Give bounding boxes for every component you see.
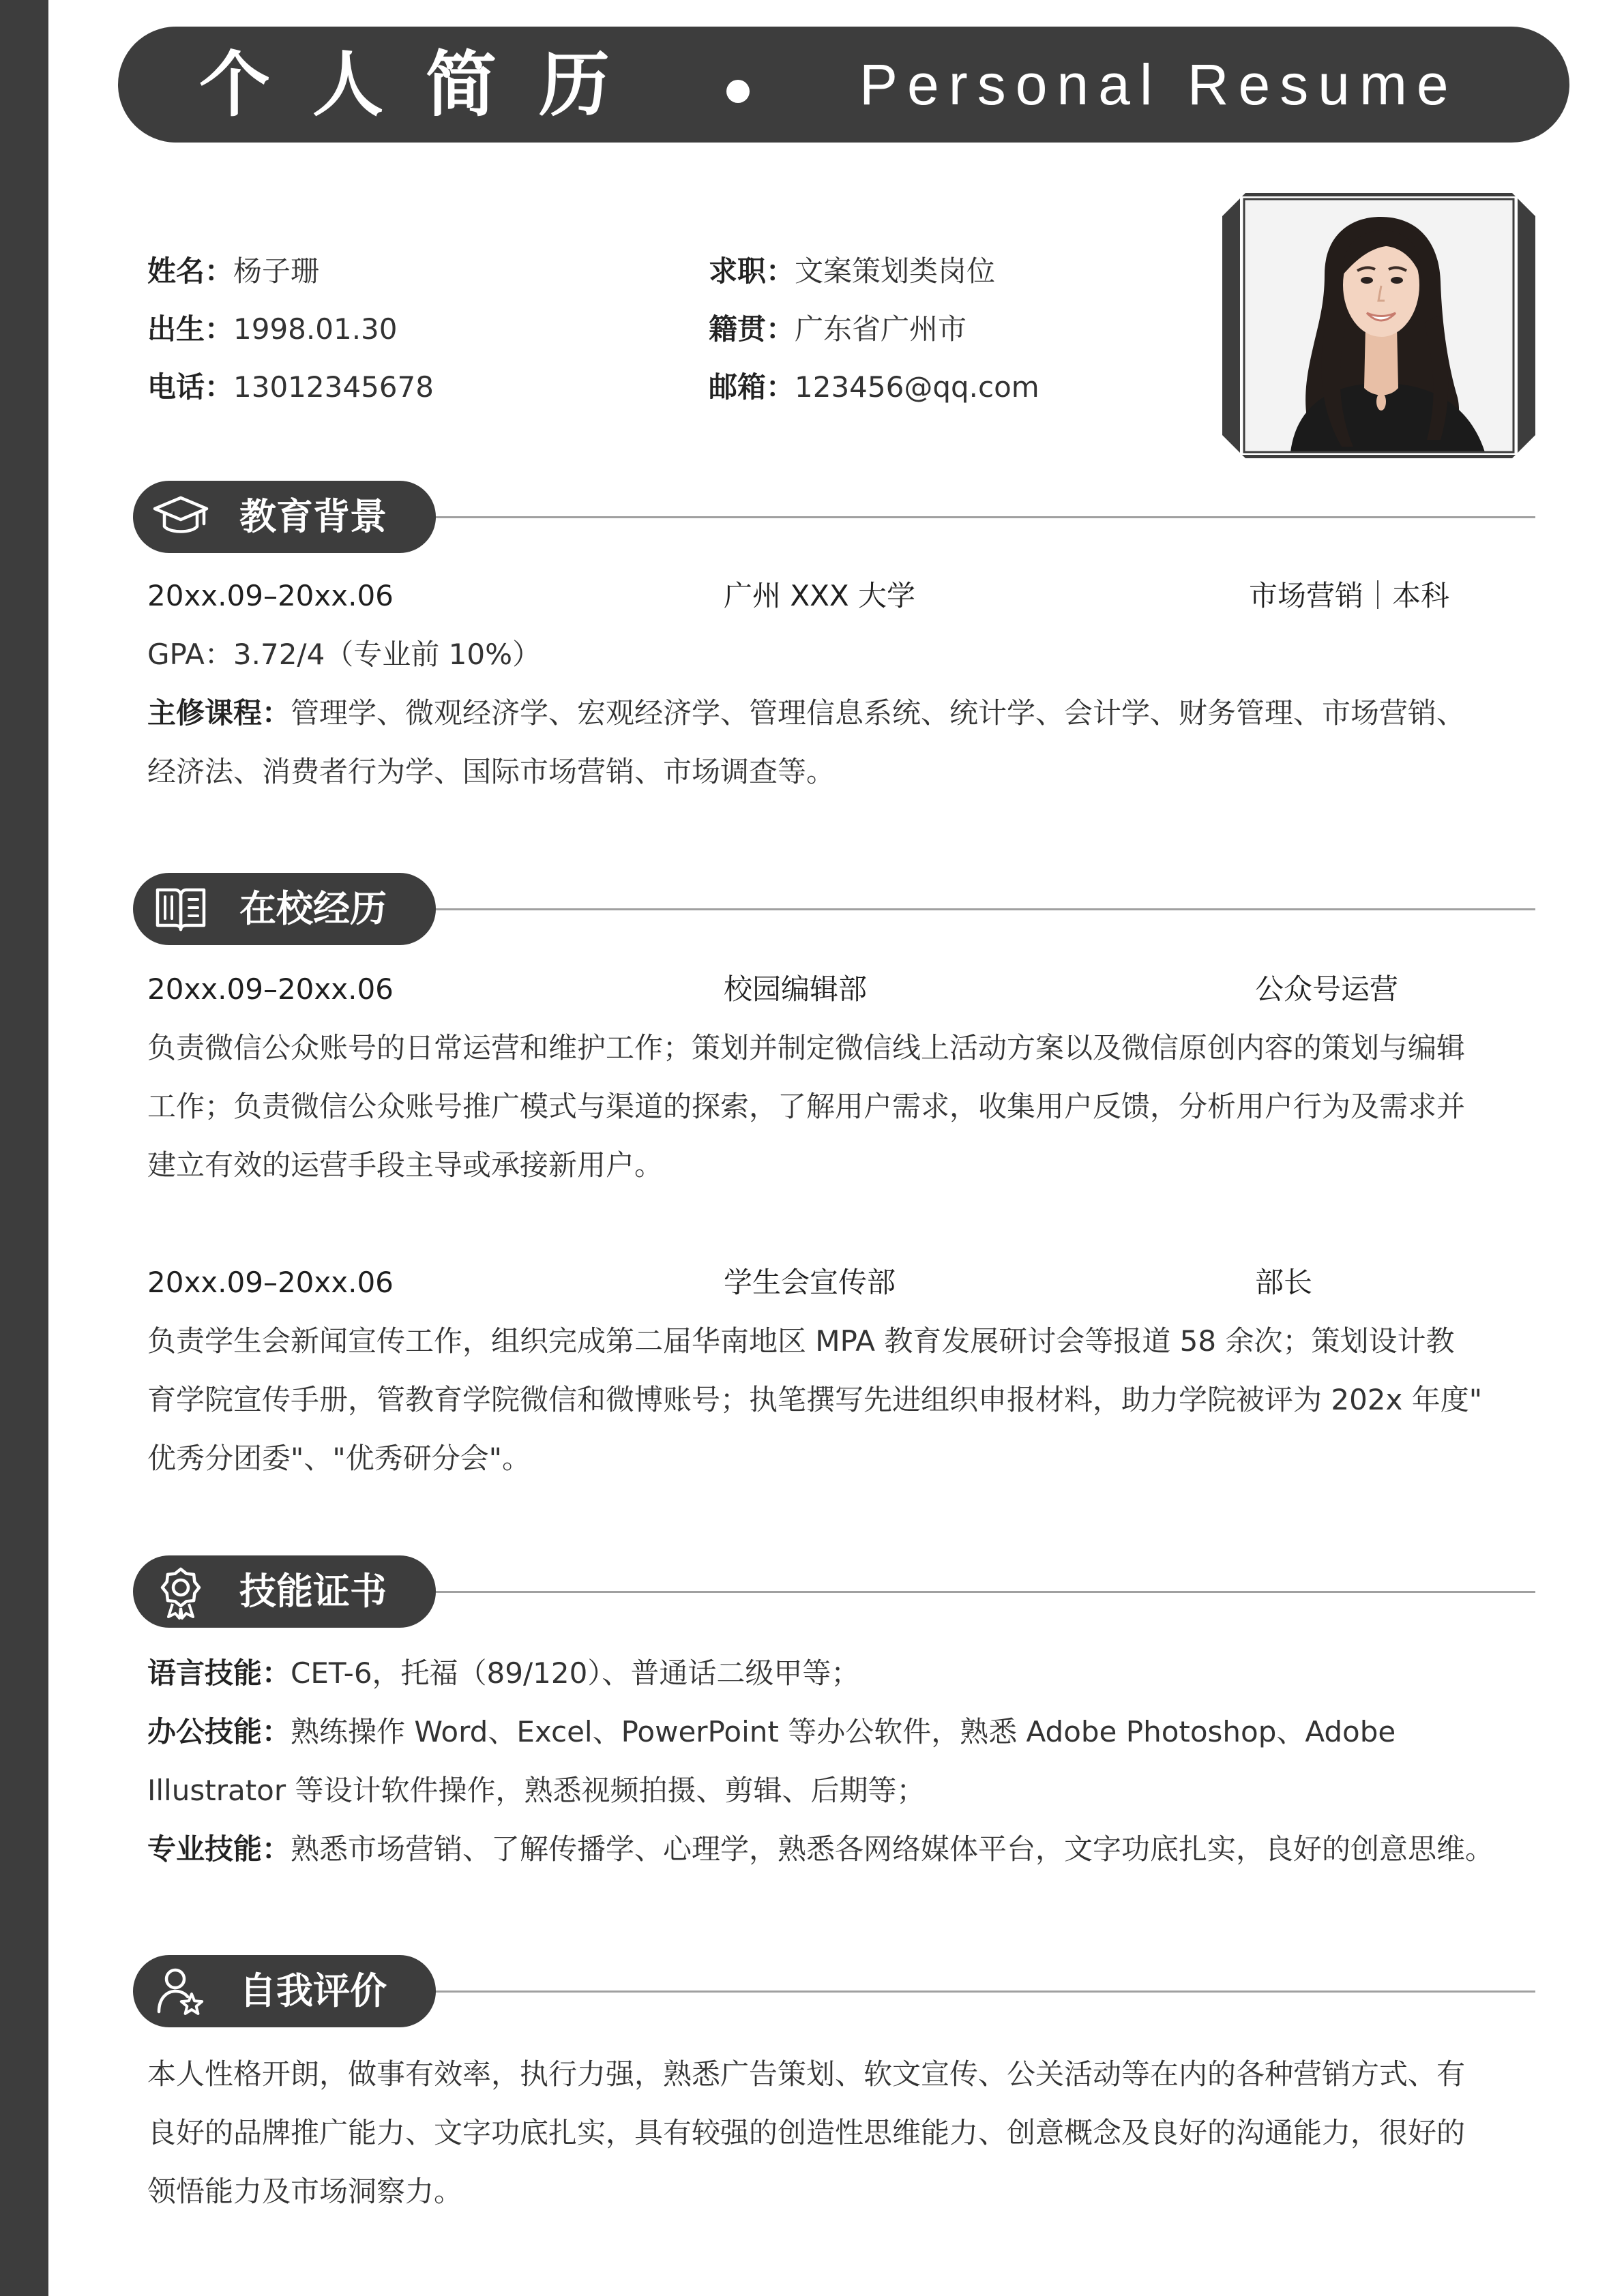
self-evaluation-line: 领悟能力及市场洞察力。 <box>147 2175 463 2208</box>
skill-office-continued: Illustrator 等设计软件操作，熟悉视频拍摄、剪辑、后期等； <box>147 1774 926 1807</box>
experience-description-line: 育学院宣传手册，管教育学院微信和微博账号；执笔撰写先进组织申报材料，助力学院被评为 202x 年度" <box>147 1383 1483 1416</box>
experience-role: 公众号运营 <box>1255 972 1399 1006</box>
section-header-self-evaluation <box>133 1955 436 2027</box>
skills-content <box>147 1644 1539 1879</box>
field-label: 姓名： <box>147 254 234 288</box>
experience-period: 20xx.09–20xx.06 <box>147 1266 394 1299</box>
courses-label: 主修课程： <box>147 696 291 730</box>
field-value: 广东省广州市 <box>795 312 967 346</box>
field-value: 1998.01.30 <box>233 312 398 346</box>
experience-description-line: 负责微信公众账号的日常运营和维护工作；策划并制定微信线上活动方案以及微信原创内容的策划与编辑 <box>147 1031 1466 1064</box>
portrait-photo <box>1222 193 1535 458</box>
section-divider <box>436 516 1535 518</box>
section-divider <box>436 908 1535 910</box>
experience-row <box>147 1253 1539 1312</box>
experience-role: 部长 <box>1255 1266 1313 1299</box>
field-label: 出生： <box>147 312 234 346</box>
field-value: 123456@qq.com <box>795 370 1039 404</box>
header-banner <box>118 27 1569 143</box>
header-dot <box>726 80 750 103</box>
education-school: 广州 XXX 大学 <box>724 579 916 612</box>
section-divider <box>436 1991 1535 1993</box>
field-label: 籍贯： <box>709 312 795 346</box>
field-label: 邮箱： <box>709 370 795 404</box>
education-content <box>147 567 1539 801</box>
education-courses <box>147 684 1539 743</box>
education-row <box>147 567 1539 625</box>
profile-left-column <box>147 242 679 416</box>
education-gpa: GPA：3.72/4（专业前 10%） <box>147 638 542 671</box>
self-evaluation-line: 本人性格开朗，做事有效率，执行力强，熟悉广告策划、软文宣传、公关活动等在内的各种营销方式、有 <box>147 2057 1466 2091</box>
award-icon <box>152 1563 209 1620</box>
education-major: 市场营销｜本科 <box>1249 579 1450 612</box>
self-evaluation-content <box>147 2045 1539 2221</box>
title-english: Personal Resume <box>859 53 1458 117</box>
courses-text: 管理学、微观经济学、宏观经济学、管理信息系统、统计学、会计学、财务管理、市场营销、 <box>291 696 1466 730</box>
profile-field-birth <box>147 300 679 358</box>
experience-org: 学生会宣传部 <box>724 1266 896 1299</box>
profile-field-objective <box>709 242 1200 300</box>
field-value: 13012345678 <box>233 370 434 404</box>
experience-description-line: 建立有效的运营手段主导或承接新用户。 <box>147 1148 664 1182</box>
section-title: 教育背景 <box>239 495 387 538</box>
experience-period: 20xx.09–20xx.06 <box>147 972 394 1006</box>
section-title: 技能证书 <box>239 1570 387 1613</box>
profile-field-name <box>147 242 679 300</box>
education-courses-continued: 经济法、消费者行为学、国际市场营销、市场调查等。 <box>147 755 836 788</box>
education-period: 20xx.09–20xx.06 <box>147 579 394 612</box>
title-chinese: 个人简历 <box>199 43 653 126</box>
profile-field-hometown <box>709 300 1200 358</box>
skill-label: 办公技能： <box>147 1715 291 1748</box>
experience-row <box>147 960 1539 1019</box>
profile-right-column <box>709 242 1200 416</box>
skill-label: 语言技能： <box>147 1656 291 1690</box>
section-divider <box>436 1591 1535 1593</box>
profile-field-email <box>709 358 1200 416</box>
field-value: 杨子珊 <box>233 254 320 288</box>
field-value: 文案策划类岗位 <box>795 254 996 288</box>
section-header-skills <box>133 1555 436 1628</box>
field-label: 电话： <box>147 370 234 404</box>
skill-text: 熟练操作 Word、Excel、PowerPoint 等办公软件，熟悉 Adobe Photoshop、Adobe <box>291 1715 1396 1748</box>
left-accent-bar <box>0 0 48 2296</box>
experience-description-line: 负责学生会新闻宣传工作，组织完成第二届华南地区 MPA 教育发展研讨会等报道 58 余次；策划设计教 <box>147 1324 1455 1358</box>
skill-text: CET-6，托福（89/120）、普通话二级甲等； <box>291 1656 860 1690</box>
experience-description-line: 工作；负责微信公众账号推广模式与渠道的探索，了解用户需求，收集用户反馈，分析用户行为及需求并 <box>147 1090 1466 1123</box>
person-star-icon <box>152 1963 209 2020</box>
skill-language <box>147 1644 1539 1703</box>
skill-professional <box>147 1820 1539 1879</box>
book-icon <box>152 880 209 938</box>
field-label: 求职： <box>709 254 795 288</box>
skill-label: 专业技能： <box>147 1832 291 1866</box>
self-evaluation-line: 良好的品牌推广能力、文字功底扎实，具有较强的创造性思维能力、创意概念及良好的沟通能力，很好的 <box>147 2116 1466 2149</box>
section-title: 在校经历 <box>239 887 387 930</box>
skill-text: 熟悉市场营销、了解传播学、心理学，熟悉各网络媒体平台，文字功底扎实，良好的创意思维。 <box>291 1832 1494 1866</box>
experience-org: 校园编辑部 <box>724 972 868 1006</box>
section-header-education <box>133 481 436 553</box>
graduation-cap-icon <box>152 488 209 546</box>
skill-office <box>147 1703 1539 1761</box>
section-header-experience <box>133 873 436 945</box>
spacer <box>147 1195 1539 1253</box>
section-title: 自我评价 <box>239 1969 387 2012</box>
experience-description-line: 优秀分团委"、"优秀研分会"。 <box>147 1442 531 1475</box>
experience-content <box>147 960 1539 1488</box>
profile-field-phone <box>147 358 679 416</box>
